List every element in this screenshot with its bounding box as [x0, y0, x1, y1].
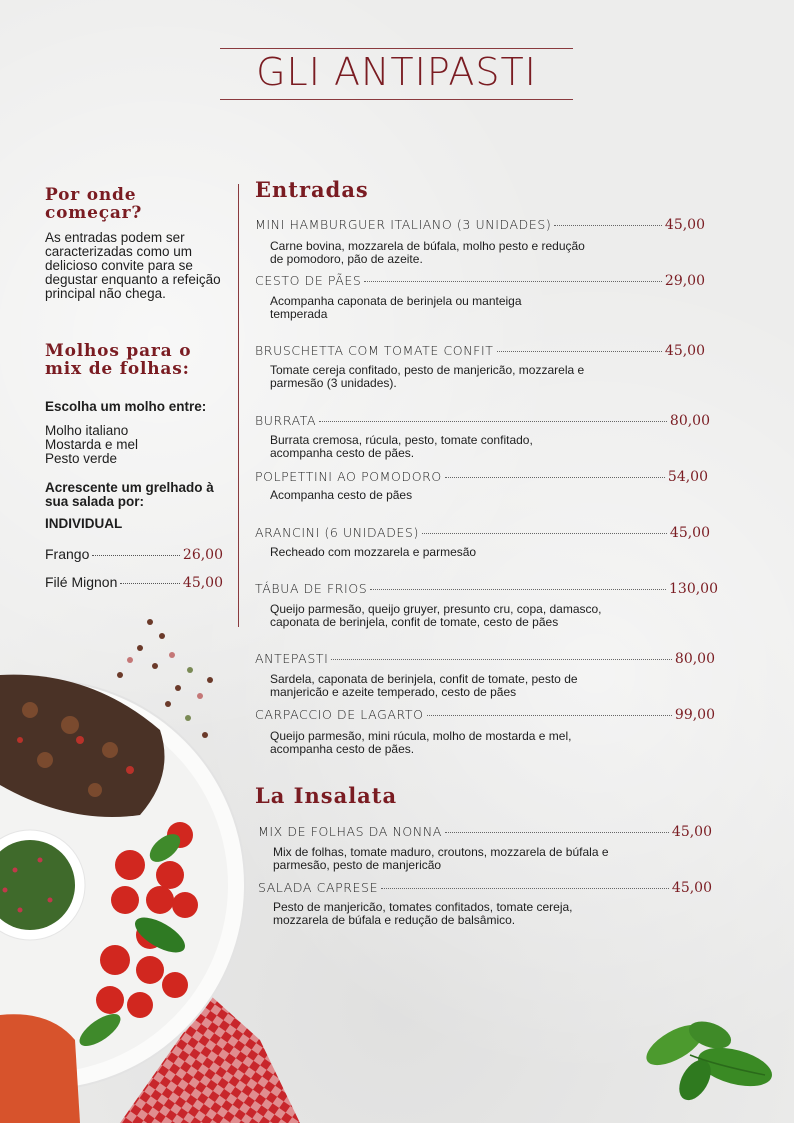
grill-size: INDIVIDUAL — [45, 516, 123, 531]
basil-leaves-image — [635, 1005, 785, 1110]
item-description: Acompanha cesto de pães — [270, 488, 413, 502]
item-price: 99,00 — [674, 707, 715, 723]
item-description: Burrata cremosa, rúcula, pesto, tomate confitado, acompanha cesto de pães. — [270, 433, 533, 460]
menu-item — [255, 217, 705, 233]
column-divider — [238, 184, 239, 627]
leader-dots — [445, 832, 669, 833]
item-description: Pesto de manjericão, tomates confitados, tomate cereja, mozzarela de búfala e redução de balsâmico. — [273, 900, 573, 927]
sauce-item: Molho italiano — [45, 423, 129, 438]
leader-dots — [381, 888, 669, 889]
menu-item — [255, 525, 710, 541]
title-rule-top — [220, 48, 573, 49]
leader-dots — [319, 421, 667, 422]
item-description: Acompanha caponata de berinjela ou manteiga temperada — [270, 294, 522, 321]
page-title: GLI ANTIPASTI — [256, 50, 537, 94]
menu-item — [255, 469, 708, 485]
item-description: Recheado com mozzarela e parmesão — [270, 545, 477, 559]
leader-dots — [92, 555, 180, 556]
menu-item — [258, 880, 712, 896]
item-description: Mix de folhas, tomate maduro, croutons, mozzarela de búfala e parmesão, pesto de manjericão — [273, 845, 609, 872]
item-price: 45,00 — [671, 824, 712, 840]
grill-item-price: 26,00 — [182, 547, 223, 563]
item-description: Queijo parmesão, mini rúcula, molho de mostarda e mel, acompanha cesto de pães. — [270, 729, 572, 756]
item-name: ANTEPASTI — [255, 651, 329, 666]
item-name: ARANCINI (6 UNIDADES) — [255, 525, 419, 540]
item-description: Tomate cereja confitado, pesto de manjericão, mozzarela e parmesão (3 unidades). — [270, 363, 585, 390]
section-title-entradas: Entradas — [255, 177, 369, 202]
leader-dots — [554, 225, 662, 226]
menu-item — [255, 581, 718, 597]
menu-item — [255, 651, 715, 667]
leader-dots — [370, 589, 666, 590]
leader-dots — [427, 715, 672, 716]
item-price: 80,00 — [674, 651, 715, 667]
item-name: CARPACCIO DE LAGARTO — [255, 707, 424, 722]
item-name: CESTO DE PÃES — [255, 273, 362, 288]
item-description: Queijo parmesão, queijo gruyer, presunto cru, copa, damasco, caponata de berinjela, confit de tomate, cesto de pães — [270, 602, 602, 629]
intro-text: As entradas podem ser caracterizadas como um delicioso convite para se degustar enquanto a refeição principal não chega. — [45, 230, 221, 301]
antipasti-plate-image — [0, 600, 300, 1123]
sauces-prompt: Escolha um molho entre: — [45, 399, 207, 414]
grill-item-name: Filé Mignon — [45, 574, 118, 590]
item-price: 45,00 — [664, 217, 705, 233]
item-name: BURRATA — [255, 413, 317, 428]
leader-dots — [422, 533, 667, 534]
menu-item — [255, 273, 705, 289]
grill-item-frango — [45, 546, 223, 563]
grill-prompt: Acrescente um grelhado à sua salada por: — [45, 480, 214, 509]
menu-item — [255, 413, 710, 429]
sauces-title: Molhos para o mix de folhas: — [45, 341, 192, 379]
item-description: Carne bovina, mozzarela de búfala, molho pesto e redução de pomodoro, pão de azeite. — [270, 239, 585, 266]
item-price: 54,00 — [667, 469, 708, 485]
sauce-item: Pesto verde — [45, 451, 118, 466]
menu-item — [255, 707, 715, 723]
leader-dots — [497, 351, 662, 352]
menu-item — [255, 343, 705, 359]
item-name: MINI HAMBURGUER ITALIANO (3 UNIDADES) — [255, 217, 552, 232]
leader-dots — [120, 583, 180, 584]
item-name: MIX DE FOLHAS DA NONNA — [258, 824, 442, 839]
item-price: 45,00 — [669, 525, 710, 541]
title-rule-bottom — [220, 99, 573, 100]
menu-item — [258, 824, 712, 840]
intro-title: Por onde começar? — [45, 185, 143, 223]
item-price: 80,00 — [669, 413, 710, 429]
item-name: BRUSCHETTA COM TOMATE CONFIT — [255, 343, 494, 358]
leader-dots — [445, 477, 665, 478]
item-price: 45,00 — [671, 880, 712, 896]
grill-item-file-mignon — [45, 574, 223, 591]
item-name: TÁBUA DE FRIOS — [255, 581, 368, 596]
grill-item-price: 45,00 — [182, 575, 223, 591]
leader-dots — [364, 281, 661, 282]
grill-item-name: Frango — [45, 546, 90, 562]
item-price: 130,00 — [669, 581, 718, 597]
item-name: SALADA CAPRESE — [258, 880, 379, 895]
item-description: Sardela, caponata de berinjela, confit de tomate, pesto de manjericão e azeite temperado, cesto de pães — [270, 672, 578, 699]
section-title-insalata: La Insalata — [255, 783, 398, 808]
item-price: 45,00 — [664, 343, 705, 359]
item-name: POLPETTINI AO POMODORO — [255, 469, 442, 484]
leader-dots — [331, 659, 672, 660]
sauce-item: Mostarda e mel — [45, 437, 139, 452]
item-price: 29,00 — [664, 273, 705, 289]
